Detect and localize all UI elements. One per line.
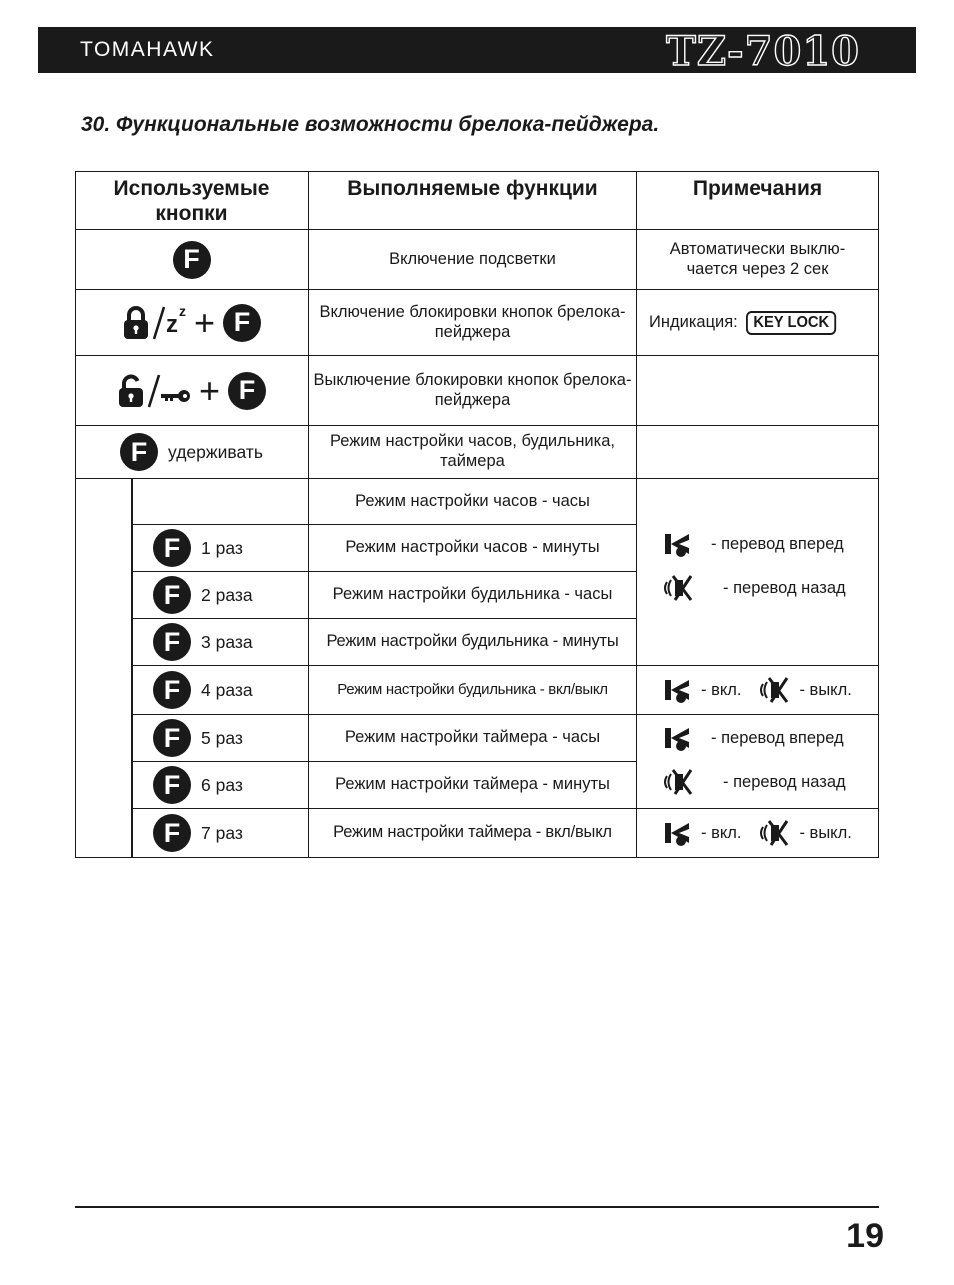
sub-function-4: Режим настройки будильника - вкл/выкл <box>337 681 608 698</box>
note-back-2 <box>663 767 846 797</box>
sub-function-2: Режим настройки будильника - часы <box>332 585 613 604</box>
press-count: 7 раз <box>201 822 243 843</box>
row1-function: Включение подсветки <box>389 249 556 268</box>
sleep-icon <box>165 303 186 340</box>
note-off-text: - выкл. <box>799 680 852 699</box>
pager-back-icon <box>663 768 693 796</box>
slash-icon <box>152 305 166 341</box>
note-forward-1 <box>663 529 844 559</box>
pager-forward-icon <box>663 530 693 558</box>
press-3 <box>132 619 308 665</box>
f-button-icon: F <box>223 304 261 342</box>
note-back-1 <box>663 573 846 603</box>
press-count: 2 раза <box>201 584 253 605</box>
sub-function-1: Режим настройки часов - минуты <box>345 538 600 557</box>
pager-back-icon <box>663 574 693 602</box>
row4-function: Режим настройки часов, будильника, таймера <box>330 432 615 470</box>
header-notes: Примечания <box>692 177 823 200</box>
press-count: 4 раза <box>201 679 253 700</box>
press-count: 3 раза <box>201 631 253 652</box>
note-back-text: - перевод назад <box>723 772 846 791</box>
row1-note: Автоматически выклю-чается через 2 сек <box>669 239 846 278</box>
pager-back-icon <box>759 819 789 847</box>
hold-label: удерживать <box>168 441 263 462</box>
page-number: 19 <box>846 1217 884 1255</box>
press-6 <box>132 762 308 808</box>
f-button-icon: F <box>153 814 191 852</box>
section-title: 30. Функциональные возможности брелока-пейджера. <box>81 113 660 136</box>
sub-function-5: Режим настройки таймера - часы <box>344 728 601 747</box>
press-count: 1 раз <box>201 537 243 558</box>
slash-icon <box>147 373 161 409</box>
pager-forward-icon <box>663 676 693 704</box>
f-button-icon: F <box>153 766 191 804</box>
press-5 <box>132 715 308 761</box>
row4-buttons <box>75 426 308 478</box>
f-button-icon: F <box>153 623 191 661</box>
note-forward-2 <box>663 723 844 753</box>
row3-buttons <box>75 356 308 425</box>
press-7 <box>132 809 308 857</box>
f-button-icon: F <box>173 241 211 279</box>
note-on-text: - вкл. <box>701 680 742 699</box>
f-button-icon: F <box>153 671 191 709</box>
sub-function-6: Режим настройки таймера - минуты <box>335 775 610 794</box>
press-count: 6 раз <box>201 774 243 795</box>
note-on-off-2 <box>663 818 852 848</box>
footer-divider <box>75 1206 879 1208</box>
header-functions: Выполняемые функции <box>347 177 598 200</box>
note-off-text: - выкл. <box>799 823 852 842</box>
press-2 <box>132 572 308 618</box>
sleep-z-large: z <box>165 311 178 339</box>
lock-open-icon <box>117 374 145 408</box>
sub-function-3: Режим настройки будильника - минуты <box>326 632 619 651</box>
header-buttons: Используемые кнопки <box>113 177 270 226</box>
key-lock-badge: KEY LOCK <box>746 311 837 335</box>
row2-function: Включение блокировки кнопок брелока-пейджера <box>319 302 626 341</box>
row1-buttons <box>75 230 308 289</box>
functions-table <box>75 171 879 858</box>
indication-label: Индикация: <box>649 313 738 331</box>
row2-note <box>649 290 844 355</box>
lock-closed-icon <box>122 306 150 340</box>
sub-function-7: Режим настройки таймера - вкл/выкл <box>333 823 612 842</box>
row2-buttons <box>75 290 308 355</box>
note-on-text: - вкл. <box>701 823 742 842</box>
pager-forward-icon <box>663 819 693 847</box>
f-button-icon: F <box>153 576 191 614</box>
note-forward-text: - перевод вперед <box>711 728 844 747</box>
page-header <box>38 27 916 73</box>
brand-name: TOMAHAWK <box>80 38 215 61</box>
plus-sign: + <box>193 301 216 343</box>
key-icon <box>161 388 191 404</box>
f-button-icon: F <box>228 372 266 410</box>
press-1 <box>132 525 308 571</box>
f-button-icon: F <box>153 719 191 757</box>
sleep-z-small: z <box>178 303 186 320</box>
f-button-icon: F <box>120 433 158 471</box>
note-back-text: - перевод назад <box>723 578 846 597</box>
plus-sign: + <box>198 369 221 411</box>
sub-function-0: Режим настройки часов - часы <box>355 491 590 510</box>
model-name: TZ-7010 <box>666 28 860 75</box>
note-forward-text: - перевод вперед <box>711 534 844 553</box>
pager-forward-icon <box>663 724 693 752</box>
press-count: 5 раз <box>201 727 243 748</box>
pager-back-icon <box>759 676 789 704</box>
row3-function: Выключение блокировки кнопок брелока-пейджера <box>313 370 632 409</box>
note-on-off-1 <box>663 675 852 705</box>
press-4 <box>132 666 308 714</box>
f-button-icon: F <box>153 529 191 567</box>
